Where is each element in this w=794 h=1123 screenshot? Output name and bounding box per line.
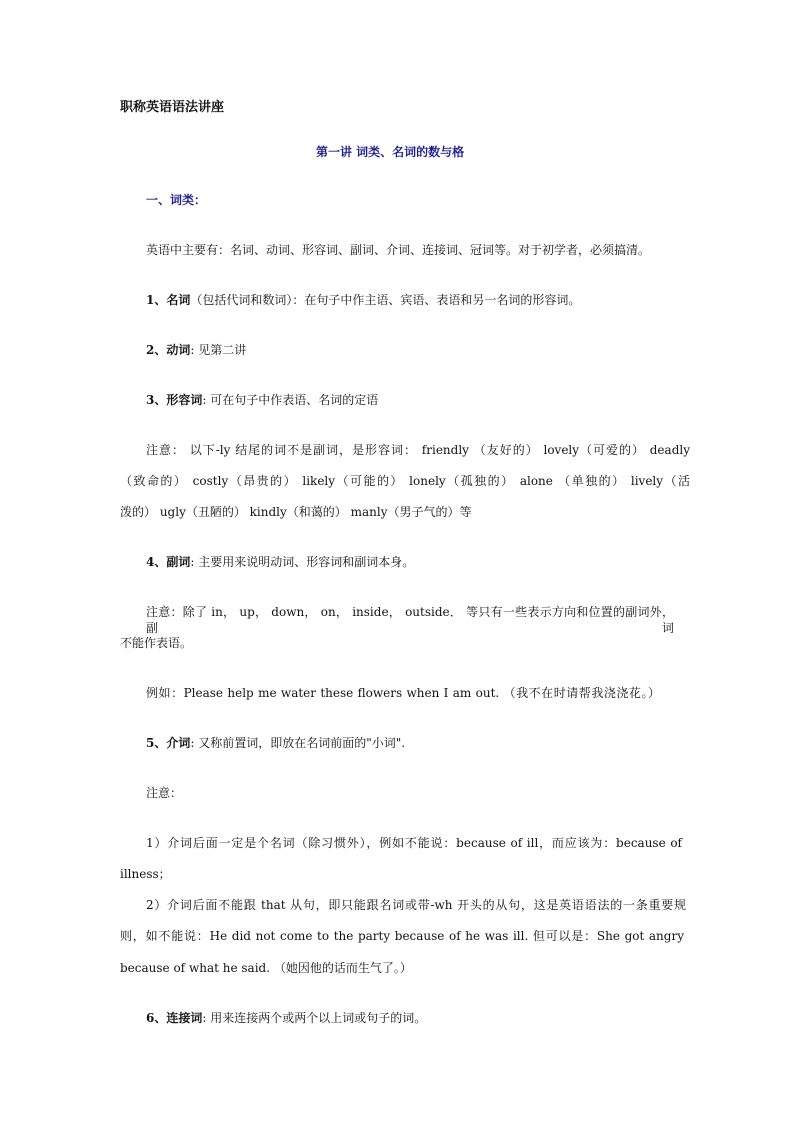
preposition-note-2-line-3: because of what he said. （她因他的话而生气了。）: [120, 961, 412, 975]
item-noun-label: 1、名词: [146, 293, 191, 307]
example-sentence: 例如：Please help me water these flowers when I am out. （我不在时请帮我浇浇花。）: [146, 686, 660, 700]
lecture-title: 第一讲 词类、名词的数与格: [316, 145, 465, 159]
item-verb: [146, 342, 246, 358]
preposition-note-2-line-2: 则，如不能说：He did not come to the party because of he was ill. 但可以是：She got angry: [120, 929, 684, 943]
item-noun-text: （包括代词和数词）：在句子中作主语、宾语、表语和另一名词的形容词。: [190, 293, 581, 307]
intro-paragraph: 英语中主要有：名词、动词、形容词、副词、介词、连接词、冠词等。对于初学者，必须搞清。: [146, 243, 651, 257]
adjective-note-line-1: 注意： 以下-ly 结尾的词不是副词，是形容词： friendly （友好的） lovely（可爱的） deadly: [146, 443, 690, 457]
item-adverb-text: : 主要用来说明动词、形容词和副词本身。: [190, 555, 415, 569]
preposition-note-1-line-1: 1）介词后面一定是个名词（除习惯外），例如不能说：because of ill，而应该为：because of: [146, 836, 682, 850]
item-verb-text: : 见第二讲: [190, 343, 247, 357]
item-verb-label: 2、动词: [146, 343, 191, 357]
item-adjective-text: : 可在句子中作表语、名词的定语: [202, 393, 379, 407]
preposition-note-2-line-1: 2）介词后面不能跟 that 从句，即只能跟名词或带-wh 开头的从句，这是英语语法的一条重要规: [146, 898, 686, 912]
adverb-note-line-1: 注意：除了 in， up， down， on， inside， outside． 等只有一些表示方向和位置的副词外，副词: [146, 605, 674, 635]
preposition-note-1-line-2: illness；: [120, 867, 171, 881]
item-preposition-label: 5、介词: [146, 736, 191, 750]
preposition-note-label: 注意：: [146, 786, 183, 800]
item-adverb: [146, 554, 414, 570]
adjective-note-line-3: 泼的） ugly（丑陋的） kindly（和蔼的） manly（男子气的）等: [120, 505, 472, 519]
document-title: 职称英语语法讲座: [120, 100, 225, 115]
item-preposition: [146, 735, 405, 751]
item-adverb-label: 4、副词: [146, 555, 191, 569]
item-conjunction: [146, 1010, 426, 1026]
item-conjunction-text: : 用来连接两个或两个以上词或句子的词。: [202, 1011, 427, 1025]
item-preposition-text: : 又称前置词，即放在名词前面的"小词".: [190, 736, 406, 750]
item-adjective: [146, 392, 378, 408]
item-noun: [146, 292, 580, 308]
section-heading-word-classes: 一、词类：: [146, 193, 207, 207]
item-conjunction-label: 6、连接词: [146, 1011, 203, 1025]
adjective-note-line-2: （致命的） costly（昂贵的） likely（可能的） lonely（孤独的） alone （单独的） lively（活: [120, 474, 690, 488]
item-adjective-label: 3、形容词: [146, 393, 203, 407]
adverb-note-line-2: 不能作表语。: [120, 636, 193, 650]
